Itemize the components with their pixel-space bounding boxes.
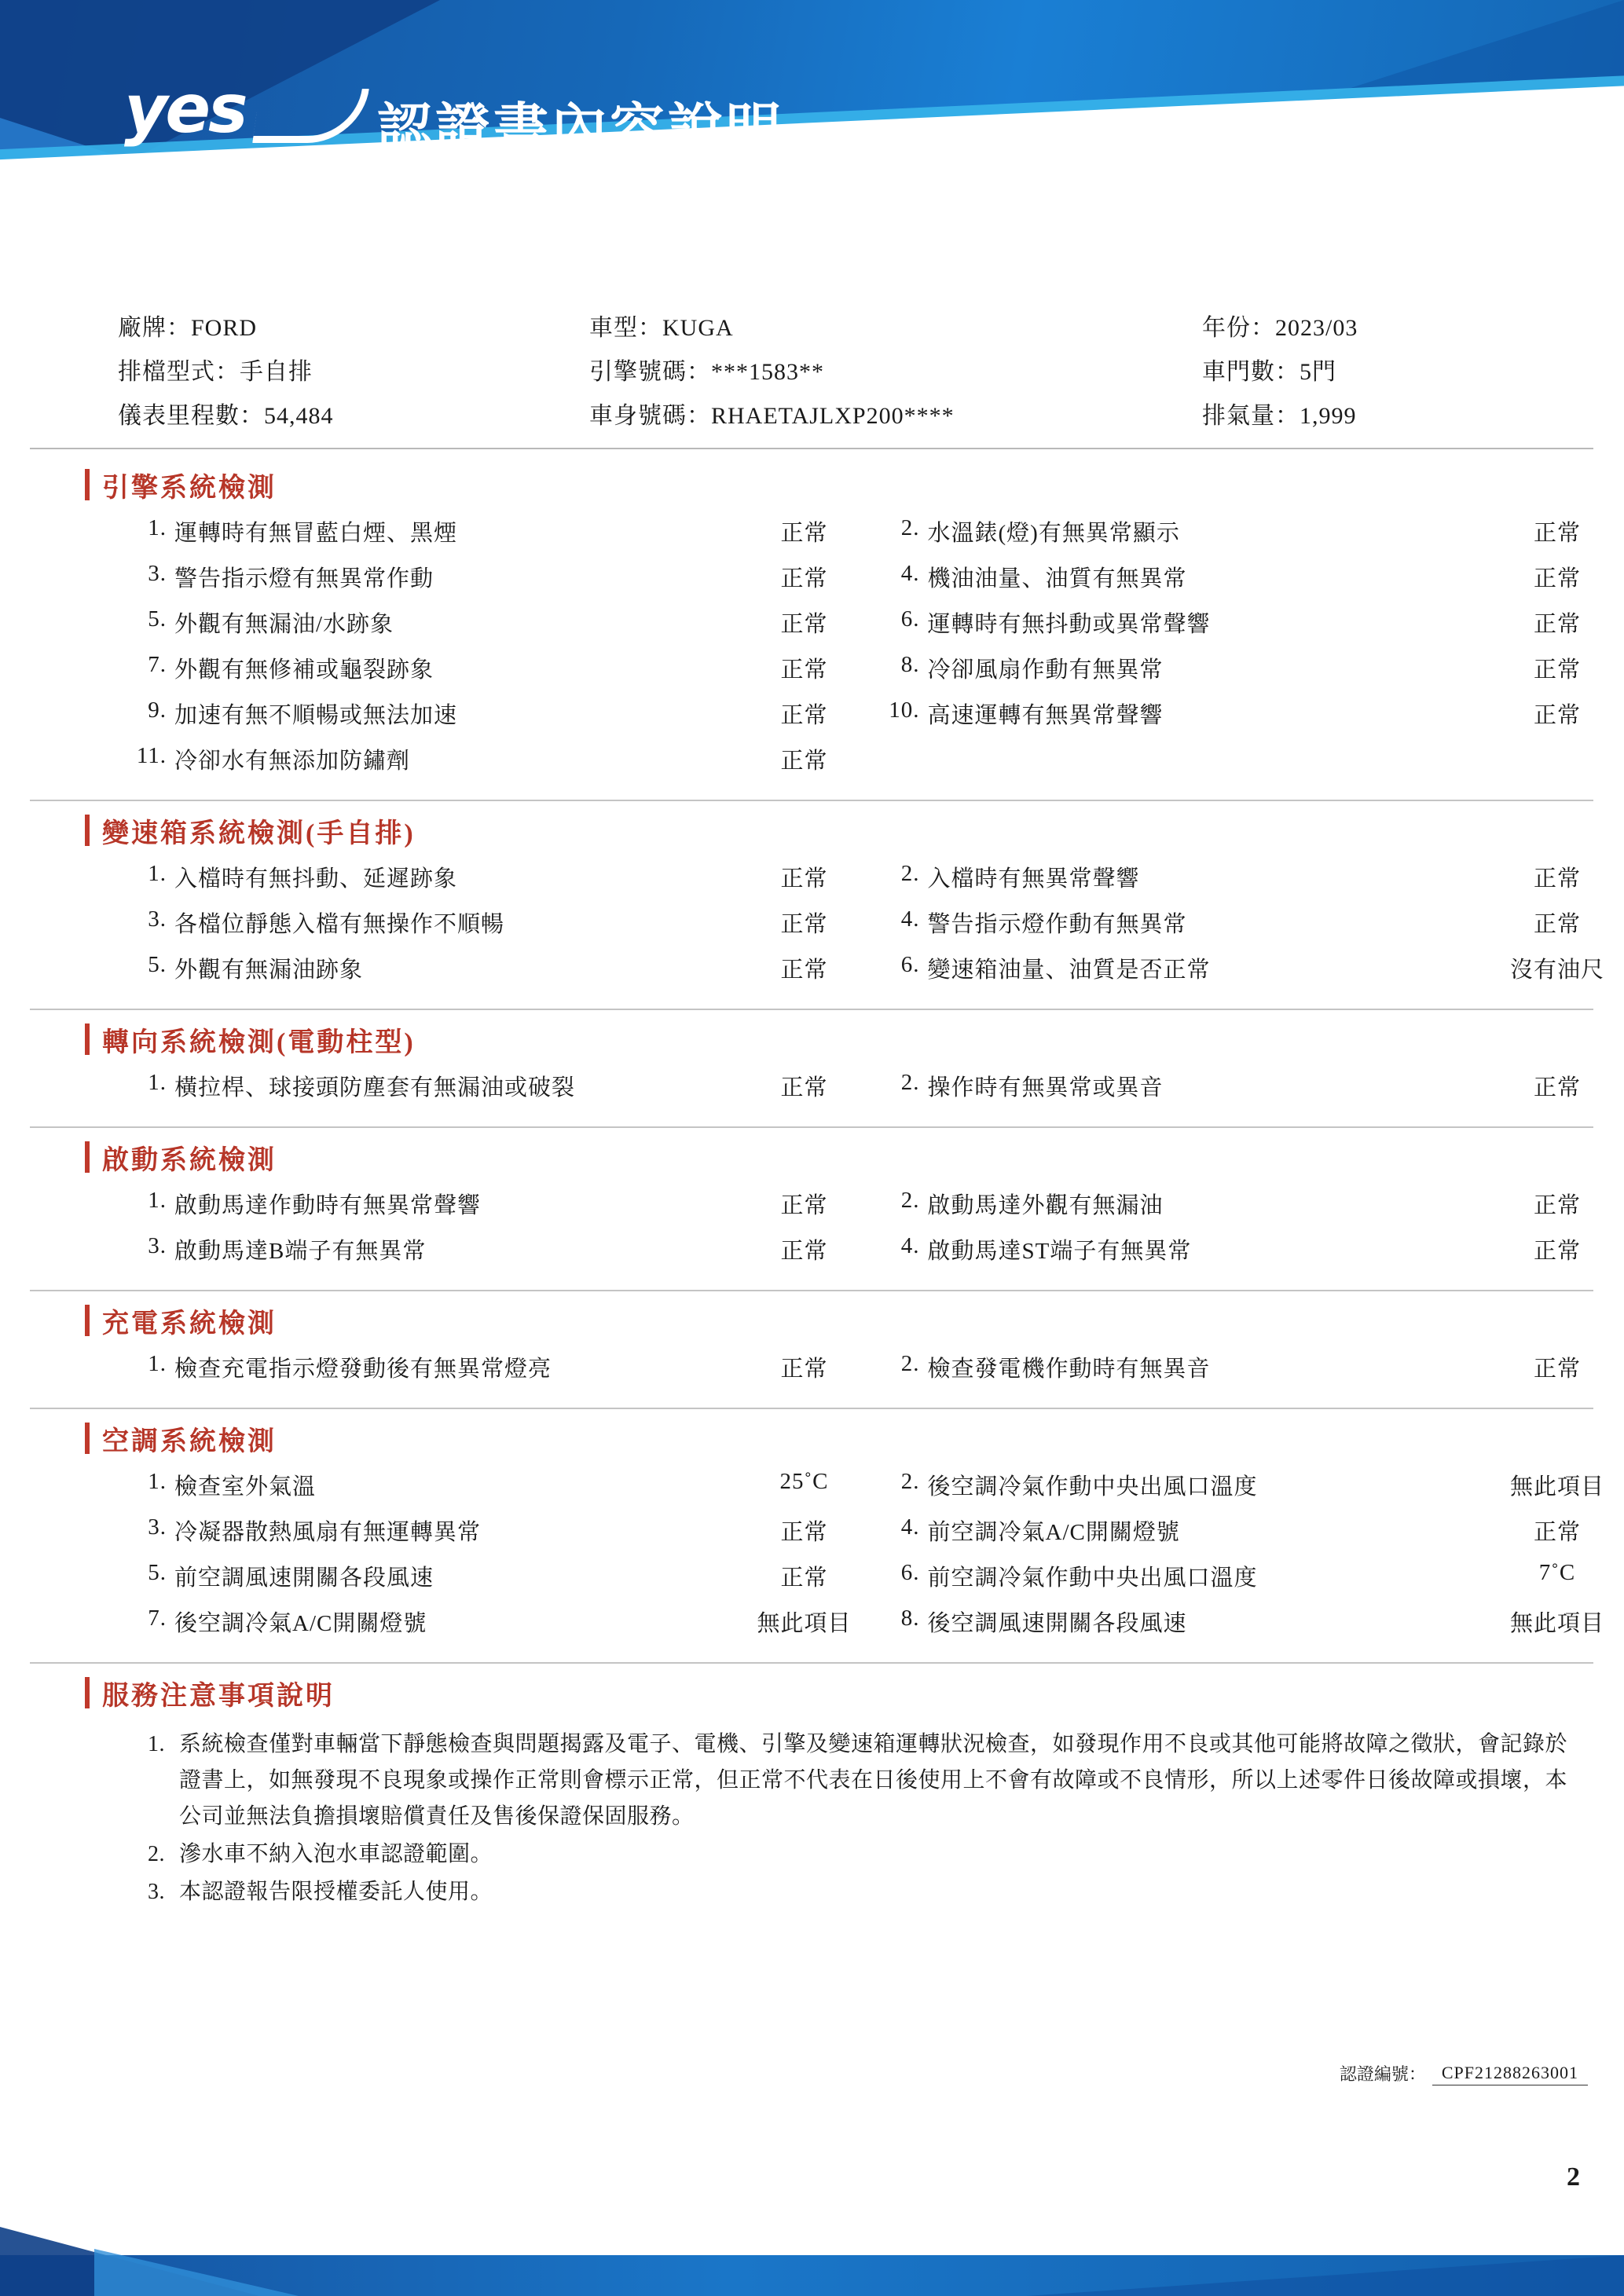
item-text: 檢查充電指示燈發動後有無異常燈亮 — [174, 1357, 552, 1382]
section-header — [0, 1664, 1624, 1722]
item-text: 加速有無不順暢或無法加速 — [174, 703, 458, 728]
item-number: 2. — [900, 515, 920, 540]
section-engine — [0, 456, 1624, 801]
item-value: 正常 — [780, 749, 828, 774]
item-value: 正常 — [1533, 1357, 1581, 1382]
item-number: 2. — [900, 1469, 920, 1494]
item-row — [118, 1606, 1624, 1651]
item-value: 正常 — [780, 958, 828, 983]
section-air-conditioning — [0, 1409, 1624, 1664]
section-items — [0, 859, 1624, 1009]
item-row — [118, 1233, 1624, 1279]
item-value: 正常 — [1533, 1075, 1581, 1100]
certificate-value: CPF21288263001 — [1432, 2063, 1588, 2085]
section-title: 空調系統檢測 — [102, 1426, 277, 1456]
item-row — [118, 1351, 1624, 1397]
item-row — [118, 652, 1624, 698]
item-cell — [871, 1070, 1624, 1102]
vehicle-info-row — [0, 306, 1624, 350]
section-marker — [85, 1677, 90, 1708]
page-footer — [0, 2227, 1624, 2296]
page-title: 認證書內容說明 — [377, 97, 784, 161]
item-cell — [871, 1233, 1624, 1265]
section-charging — [0, 1291, 1624, 1409]
section-header — [0, 1010, 1624, 1068]
item-text: 冷卻風扇作動有無異常 — [927, 657, 1164, 683]
inspection-sections — [0, 456, 1624, 1912]
section-items — [0, 1068, 1624, 1126]
vehicle-transmission: 排檔型式：手自排 — [118, 359, 313, 385]
item-number: 6. — [900, 952, 920, 977]
item-text: 運轉時有無抖動或異常聲響 — [927, 612, 1211, 637]
item-value: 正常 — [1533, 866, 1581, 892]
certificate-label: 認證編號： — [1339, 2064, 1426, 2084]
item-text: 檢查室外氣溫 — [174, 1474, 317, 1500]
item-text: 外觀有無漏油/水跡象 — [174, 612, 394, 637]
section-items — [0, 1186, 1624, 1290]
section-starter — [0, 1128, 1624, 1291]
item-text: 檢查發電機作動時有無異音 — [927, 1357, 1211, 1382]
section-header — [0, 456, 1624, 514]
item-cell — [871, 515, 1624, 547]
vehicle-year: 年份：2023/03 — [1202, 315, 1358, 341]
item-cell — [118, 743, 871, 775]
item-number: 7. — [148, 1606, 167, 1631]
item-text: 前空調風速開關各段風速 — [174, 1565, 434, 1591]
section-marker — [85, 1023, 90, 1055]
item-cell — [871, 652, 1624, 684]
item-value: 正常 — [780, 1193, 828, 1218]
vehicle-info-row — [0, 350, 1624, 394]
item-cell — [118, 561, 871, 593]
item-cell — [118, 1351, 871, 1383]
item-cell — [871, 561, 1624, 593]
item-text: 機油油量、油質有無異常 — [927, 566, 1187, 591]
item-row — [118, 1070, 1624, 1115]
item-row — [118, 698, 1624, 743]
item-text: 操作時有無異常或異音 — [927, 1075, 1164, 1100]
item-number: 1. — [148, 1351, 167, 1376]
item-cell — [118, 515, 871, 547]
item-number: 6. — [900, 606, 920, 632]
item-number: 2. — [900, 1188, 920, 1213]
page-number: 2 — [1567, 2162, 1580, 2192]
item-row — [118, 1188, 1624, 1233]
item-text: 啟動馬達外觀有無漏油 — [927, 1193, 1164, 1218]
vehicle-info-row — [0, 394, 1624, 438]
item-cell — [871, 1514, 1624, 1547]
item-number: 8. — [900, 1606, 920, 1631]
item-text: 橫拉桿、球接頭防塵套有無漏油或破裂 — [174, 1075, 576, 1100]
section-title: 轉向系統檢測(電動柱型) — [102, 1027, 416, 1057]
item-text: 警告指示燈作動有無異常 — [927, 912, 1187, 937]
note-text: 本認證報告限授權委託人使用。 — [179, 1880, 493, 1904]
section-items — [0, 1467, 1624, 1662]
item-cell — [118, 1233, 871, 1265]
item-row — [118, 606, 1624, 652]
section-title: 變速箱系統檢測(手自排) — [102, 818, 416, 848]
item-row — [118, 515, 1624, 561]
item-text: 水溫錶(燈)有無異常顯示 — [927, 521, 1180, 546]
section-header — [0, 1409, 1624, 1467]
note-item — [118, 1727, 1624, 1835]
item-text: 高速運轉有無異常聲響 — [927, 703, 1164, 728]
item-text: 各檔位靜態入檔有無操作不順暢 — [174, 912, 505, 937]
note-number: 2. — [148, 1842, 165, 1866]
item-row — [118, 906, 1624, 952]
item-value: 正常 — [1533, 566, 1581, 591]
item-cell — [118, 1070, 871, 1102]
item-value: 正常 — [1533, 612, 1581, 637]
vehicle-engine-number: 引擎號碼：***1583** — [589, 359, 824, 385]
item-row — [118, 1560, 1624, 1606]
item-row — [118, 861, 1624, 906]
item-value: 正常 — [780, 703, 828, 728]
item-text: 入檔時有無抖動、延遲跡象 — [174, 866, 458, 892]
item-value: 正常 — [780, 1520, 828, 1545]
vehicle-mileage: 儀表里程數：54,484 — [118, 403, 334, 429]
item-number: 2. — [900, 861, 920, 886]
footer-wedge-accent — [94, 2249, 299, 2296]
page-header — [0, 0, 1624, 298]
item-text: 後空調冷氣A/C開關燈號 — [174, 1611, 427, 1636]
note-item — [118, 1874, 1624, 1910]
item-value: 正常 — [780, 1239, 828, 1264]
item-cell — [118, 1514, 871, 1547]
vehicle-vin: 車身號碼：RHAETAJLXP200**** — [589, 403, 955, 429]
note-text: 系統檢查僅對車輛當下靜態檢查與問題揭露及電子、電機、引擎及變速箱運轉狀況檢查，如發現作用不良或其他可能將故障之徵狀，會記錄於證書上，如無發現不良現象或操作正常則會標示正常，但正常不代表在日後使用上不會有故障或不良情形，所以上述零件日後故障或損壞，本公司並無法負擔損壞賠償責任及售後保證保固服務。 — [179, 1732, 1568, 1829]
item-number: 10. — [889, 698, 920, 723]
item-number: 5. — [148, 952, 167, 977]
item-row — [118, 1469, 1624, 1514]
vehicle-door-count: 車門數：5門 — [1202, 359, 1336, 385]
item-cell — [118, 1469, 871, 1501]
item-number: 1. — [148, 861, 167, 886]
section-items — [0, 514, 1624, 800]
section-title: 服務注意事項說明 — [102, 1681, 335, 1711]
item-number: 6. — [900, 1560, 920, 1585]
item-row — [118, 561, 1624, 606]
item-text: 入檔時有無異常聲響 — [927, 866, 1140, 892]
item-value: 無此項目 — [1509, 1474, 1604, 1500]
item-value: 正常 — [1533, 703, 1581, 728]
vehicle-model: 車型：KUGA — [589, 315, 734, 341]
item-value: 25˚C — [779, 1469, 829, 1494]
item-number: 1. — [148, 1469, 167, 1494]
item-text: 冷凝器散熱風扇有無運轉異常 — [174, 1520, 482, 1545]
item-value: 正常 — [780, 657, 828, 683]
item-text: 後空調風速開關各段風速 — [927, 1611, 1187, 1636]
item-row — [118, 952, 1624, 998]
item-text: 外觀有無漏油跡象 — [174, 958, 364, 983]
item-text: 後空調冷氣作動中央出風口溫度 — [927, 1474, 1258, 1500]
item-number: 11. — [136, 743, 167, 768]
note-number: 3. — [148, 1880, 165, 1904]
section-marker — [85, 469, 90, 500]
item-number: 8. — [900, 652, 920, 677]
item-number: 3. — [148, 1233, 167, 1258]
item-cell — [871, 1560, 1624, 1592]
item-row — [118, 1514, 1624, 1560]
item-number: 2. — [900, 1351, 920, 1376]
vehicle-displacement: 排氣量：1,999 — [1202, 403, 1357, 429]
item-number: 4. — [900, 1514, 920, 1540]
section-marker — [85, 1305, 90, 1336]
item-number: 1. — [148, 1070, 167, 1095]
section-marker — [85, 815, 90, 846]
item-number: 5. — [148, 1560, 167, 1585]
item-number: 3. — [148, 906, 167, 932]
item-value: 無此項目 — [757, 1611, 852, 1636]
item-cell — [118, 861, 871, 893]
item-cell — [871, 1351, 1624, 1383]
item-text: 外觀有無修補或龜裂跡象 — [174, 657, 434, 683]
item-value: 正常 — [780, 1565, 828, 1591]
logo-text: yes — [124, 71, 246, 148]
item-value: 7˚C — [1538, 1560, 1576, 1585]
item-value: 正常 — [1533, 1193, 1581, 1218]
item-value: 正常 — [1533, 521, 1581, 546]
item-text: 警告指示燈有無異常作動 — [174, 566, 434, 591]
section-marker — [85, 1141, 90, 1173]
item-cell — [871, 1469, 1624, 1501]
note-text: 滲水車不納入泡水車認證範圍。 — [179, 1842, 493, 1866]
item-cell — [871, 906, 1624, 939]
item-value: 正常 — [1533, 912, 1581, 937]
item-number: 3. — [148, 1514, 167, 1540]
item-text: 前空調冷氣作動中央出風口溫度 — [927, 1565, 1258, 1591]
item-number: 4. — [900, 1233, 920, 1258]
item-cell — [871, 1606, 1624, 1638]
section-transmission — [0, 801, 1624, 1010]
item-number: 4. — [900, 906, 920, 932]
item-value: 沒有油尺 — [1509, 958, 1604, 983]
yes-logo — [124, 71, 352, 161]
item-number: 3. — [148, 561, 167, 586]
item-value: 正常 — [1533, 1520, 1581, 1545]
item-value: 正常 — [780, 612, 828, 637]
footer-wedge-right — [1027, 2255, 1624, 2296]
section-steering — [0, 1010, 1624, 1128]
note-item — [118, 1836, 1624, 1873]
item-cell — [118, 906, 871, 939]
section-title: 啟動系統檢測 — [102, 1145, 277, 1175]
section-title: 引擎系統檢測 — [102, 473, 277, 503]
item-text: 啟動馬達ST端子有無異常 — [927, 1239, 1192, 1264]
item-value: 正常 — [780, 912, 828, 937]
item-cell — [871, 861, 1624, 893]
section-header — [0, 1128, 1624, 1186]
item-text: 變速箱油量、油質是否正常 — [927, 958, 1211, 983]
item-value: 正常 — [780, 1075, 828, 1100]
item-value: 正常 — [780, 566, 828, 591]
section-service-notes — [0, 1664, 1624, 1910]
item-value: 正常 — [1533, 657, 1581, 683]
item-cell — [118, 1188, 871, 1220]
note-number: 1. — [148, 1732, 165, 1756]
item-cell — [118, 952, 871, 984]
vehicle-brand: 廠牌：FORD — [118, 315, 258, 341]
item-value: 無此項目 — [1509, 1611, 1604, 1636]
item-cell — [871, 1188, 1624, 1220]
item-row — [118, 743, 1624, 789]
item-text: 前空調冷氣A/C開關燈號 — [927, 1520, 1180, 1545]
section-header — [0, 801, 1624, 859]
item-cell — [871, 698, 1624, 730]
section-marker — [85, 1423, 90, 1454]
item-number: 1. — [148, 1188, 167, 1213]
item-cell — [118, 606, 871, 639]
item-text: 運轉時有無冒藍白煙、黑煙 — [174, 521, 458, 546]
item-number: 9. — [148, 698, 167, 723]
item-number: 4. — [900, 561, 920, 586]
item-text: 啟動馬達B端子有無異常 — [174, 1239, 427, 1264]
vehicle-info-block — [0, 306, 1624, 438]
item-text: 冷卻水有無添加防鏽劑 — [174, 749, 411, 774]
item-value: 正常 — [780, 521, 828, 546]
item-number: 1. — [148, 515, 167, 540]
item-number: 5. — [148, 606, 167, 632]
info-divider — [30, 448, 1593, 449]
item-cell — [118, 652, 871, 684]
item-value: 正常 — [780, 1357, 828, 1382]
item-cell — [118, 698, 871, 730]
section-title: 充電系統檢測 — [102, 1309, 277, 1338]
item-value: 正常 — [780, 866, 828, 892]
section-items — [0, 1349, 1624, 1408]
certificate-number — [1340, 2061, 1588, 2085]
item-cell — [118, 1606, 871, 1638]
item-text: 啟動馬達作動時有無異常聲響 — [174, 1193, 482, 1218]
item-number: 7. — [148, 652, 167, 677]
section-header — [0, 1291, 1624, 1349]
item-cell — [871, 606, 1624, 639]
item-cell — [871, 952, 1624, 984]
item-value: 正常 — [1533, 1239, 1581, 1264]
item-cell — [118, 1560, 871, 1592]
item-number: 2. — [900, 1070, 920, 1095]
notes-list — [0, 1722, 1624, 1910]
